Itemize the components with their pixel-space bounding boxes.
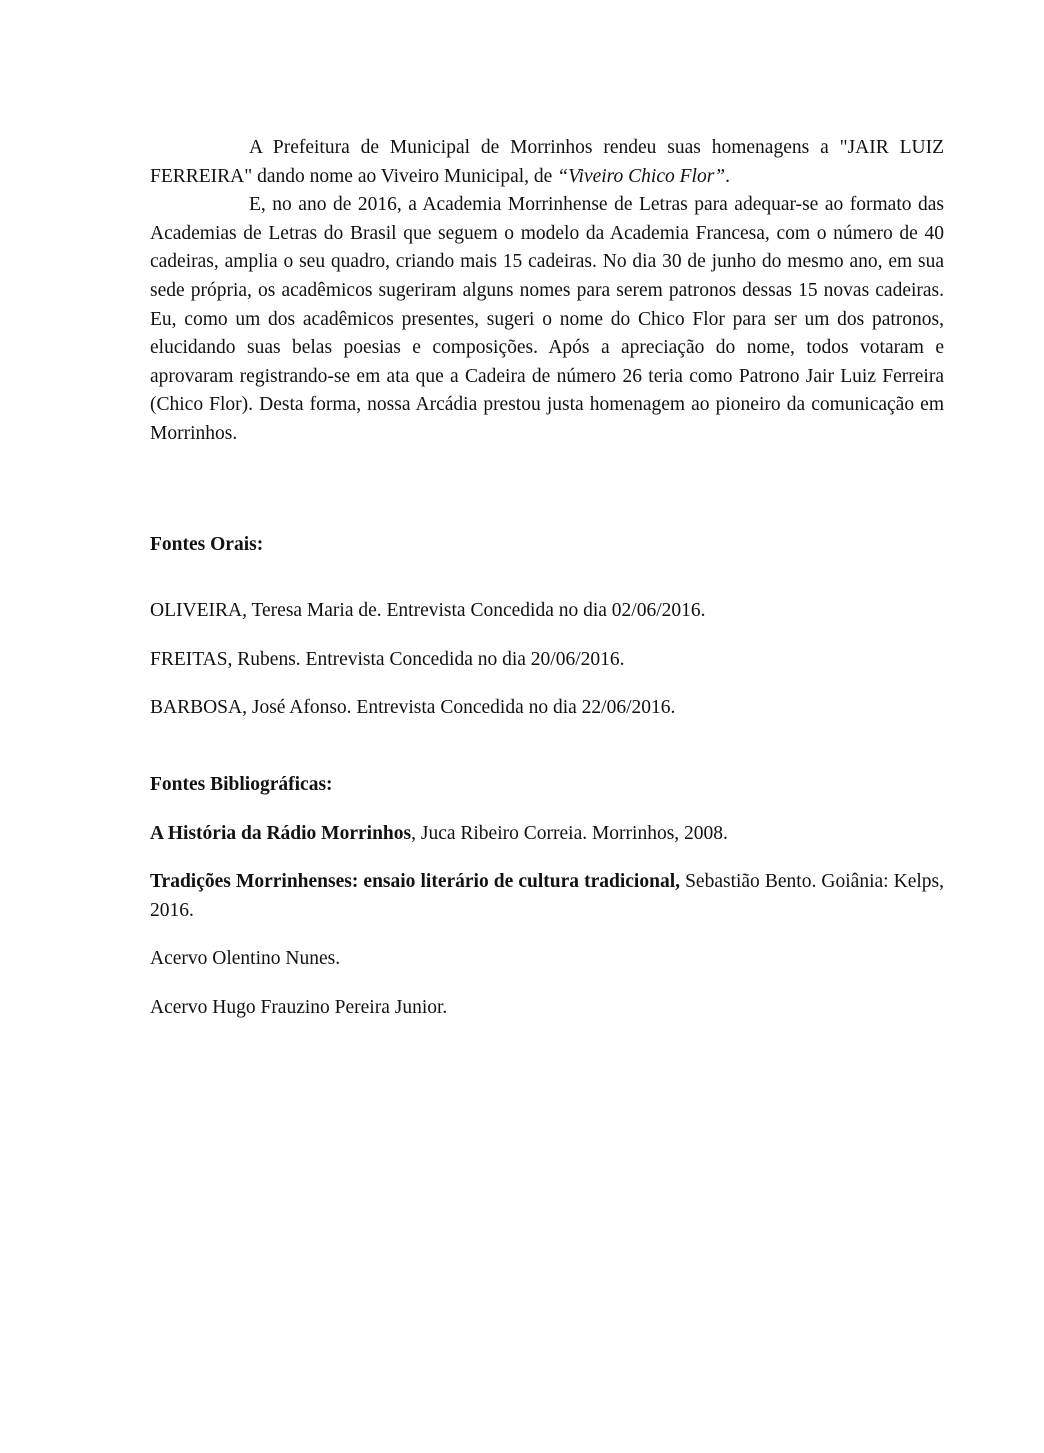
bibliographic-item-title: Tradições Morrinhenses: ensaio literário de cultura tradicional, bbox=[150, 871, 680, 893]
oral-sources-heading: Fontes Orais: bbox=[150, 533, 264, 555]
paragraph-academia: E, no ano de 2016, a Academia Morrinhense de Letras para adequar-se ao formato das Academias de Letras do Brasil que seguem o modelo da Academia Francesa, com o número de 40 cadeiras, amplia o seu quadro, criando mais 15 cadeiras. No dia 30 de junho do mesmo ano, em sua sede própria, os acadêmicos sugeriram alguns nomes para serem patronos dessas 15 novas cadeiras. Eu, como um dos acadêmicos presentes, sugeri o nome do Chico Flor para ser um dos patronos, elucidando suas belas poesias e composições. Após a apreciação do nome, todos votaram e aprovaram registrando-se em ata que a Cadeira de número 26 teria como Patrono Jair Luiz Ferreira (Chico Flor). Desta forma, nossa Arcádia prestou justa homenagem ao pioneiro da comunicação em Morrinhos. bbox=[150, 194, 944, 444]
bibliographic-item-details: Sebastião Bento. Goiânia: Kelps, 2016. bbox=[150, 871, 945, 921]
bibliographic-item-details: Acervo Olentino Nunes. bbox=[150, 948, 341, 970]
bibliographic-item bbox=[150, 994, 944, 1023]
paragraph-homage bbox=[150, 134, 944, 191]
paragraph-homage-text: A Prefeitura de Municipal de Morrinhos rendeu suas homenagens a "JAIR LUIZ FERREIRA" dando nome ao Viveiro Municipal, de bbox=[150, 137, 944, 187]
viveiro-name: “Viveiro Chico Flor” bbox=[557, 165, 726, 187]
bibliographic-item-details: Acervo Hugo Frauzino Pereira Junior. bbox=[150, 996, 448, 1018]
bibliographic-sources-list bbox=[150, 820, 944, 1023]
bibliographic-item bbox=[150, 820, 944, 849]
bibliographic-item-details: , Juca Ribeiro Correia. Morrinhos, 2008. bbox=[411, 822, 728, 844]
oral-source-item: BARBOSA, José Afonso. Entrevista Concedida no dia 22/06/2016. bbox=[150, 697, 676, 719]
oral-sources-list bbox=[150, 597, 944, 723]
bibliographic-sources-heading: Fontes Bibliográficas: bbox=[150, 773, 333, 795]
paragraph-homage-end: . bbox=[725, 165, 731, 187]
bibliographic-item-title: A História da Rádio Morrinhos bbox=[150, 822, 412, 844]
bibliographic-item bbox=[150, 945, 944, 974]
bibliographic-item bbox=[150, 868, 944, 925]
oral-source-item: FREITAS, Rubens. Entrevista Concedida no dia 20/06/2016. bbox=[150, 648, 625, 670]
oral-source-item: OLIVEIRA, Teresa Maria de. Entrevista Concedida no dia 02/06/2016. bbox=[150, 600, 706, 622]
document-page bbox=[150, 134, 944, 1042]
